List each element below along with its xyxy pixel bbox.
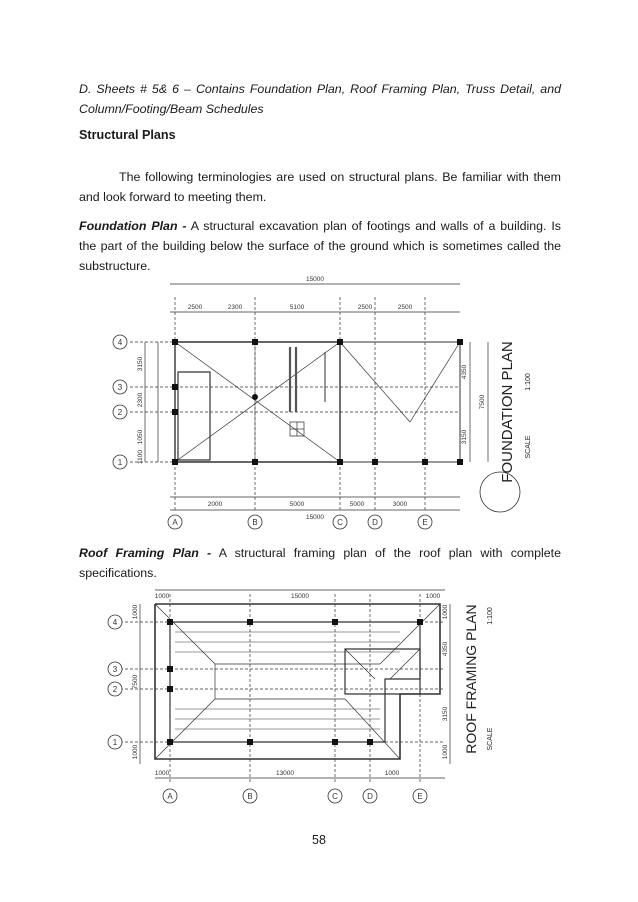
foundation-plan-title: FOUNDATION PLAN [499, 341, 516, 483]
foundation-dim-right: 3150 [461, 429, 468, 445]
grid-row-label: 3 [112, 665, 118, 674]
foundation-dim-left: 2300 [137, 392, 144, 408]
grid-row-label: 2 [117, 408, 123, 417]
roof-plan-title: ROOF FRAMING PLAN [463, 604, 479, 754]
page-number: 58 [312, 833, 326, 847]
foundation-dim-right: 7500 [479, 394, 486, 410]
foundation-dim-left: 1050 [137, 429, 144, 445]
foundation-dim-top: 5100 [289, 304, 305, 311]
foundation-dim-bottom: 2000 [207, 501, 223, 508]
foundation-dim-total-top: 15000 [305, 276, 325, 283]
roof-scale-value: 1:100 [487, 607, 494, 625]
roof-dim-bottom: 1000 [384, 770, 400, 777]
grid-row-label: 1 [112, 738, 118, 747]
roof-scale-label: SCALE [487, 727, 494, 751]
roof-dim-right: 4350 [442, 641, 449, 657]
grid-row-label: 4 [112, 618, 118, 627]
foundation-definition-text: A structural excavation plan of footings and walls of a building. Is the part of the building below the surface of the ground which is sometimes called the substructure. [79, 219, 561, 273]
grid-row-label: 4 [117, 338, 123, 347]
roof-term: Roof Framing Plan - [79, 546, 212, 560]
foundation-dim-top: 2300 [227, 304, 243, 311]
roof-dim-bottom: 1000 [154, 770, 170, 777]
roof-dim-right: 3150 [442, 706, 449, 722]
grid-col-label: D [367, 792, 373, 801]
roof-dim-top: 15000 [290, 593, 310, 600]
grid-col-label: A [172, 518, 178, 527]
roof-dim-left: 1000 [132, 744, 139, 760]
foundation-term: Foundation Plan - [79, 219, 187, 233]
grid-row-label: 2 [112, 685, 118, 694]
grid-row-label: 1 [117, 458, 123, 467]
grid-col-label: A [167, 792, 173, 801]
grid-col-label: B [252, 518, 258, 527]
roof-framing-plan-drawing [100, 584, 520, 810]
grid-col-label: D [372, 518, 378, 527]
foundation-dim-top: 2500 [397, 304, 413, 311]
roof-dim-left: 1000 [132, 604, 139, 620]
roof-dim-bottom: 13000 [275, 770, 295, 777]
section-title: Structural Plans [79, 128, 176, 142]
intro-paragraph: The following terminologies are used on structural plans. Be familiar with them and look forward to meeting them. [79, 170, 561, 204]
roof-definition [79, 543, 561, 583]
roof-definition-text: A structural framing plan of the roof plan with complete specifications. [79, 546, 562, 580]
foundation-scale-value: 1:100 [525, 373, 532, 391]
foundation-dim-right: 4350 [461, 364, 468, 380]
roof-dim-top: 1000 [425, 593, 441, 600]
grid-col-label: C [337, 518, 343, 527]
foundation-dim-left: 1100 [137, 450, 144, 464]
sheet-description: D. Sheets # 5& 6 – Contains Foundation Plan, Roof Framing Plan, Truss Detail, and Column/Footing/Beam Schedules [79, 82, 561, 116]
roof-dim-right: 1000 [442, 604, 449, 620]
grid-col-label: E [417, 792, 423, 801]
foundation-plan-drawing [100, 272, 540, 534]
foundation-dim-left: 3150 [137, 356, 144, 372]
roof-dim-top: 1000 [154, 593, 170, 600]
foundation-dim-top: 2500 [357, 304, 373, 311]
roof-dim-right: 1000 [442, 744, 449, 760]
foundation-dim-bottom: 3000 [392, 501, 408, 508]
foundation-scale-label: SCALE [525, 435, 532, 459]
foundation-dim-bottom: 5000 [289, 501, 305, 508]
foundation-definition [79, 216, 561, 276]
grid-col-label: B [247, 792, 253, 801]
grid-col-label: E [422, 518, 428, 527]
roof-dim-left: 7500 [132, 674, 139, 690]
foundation-dim-top: 2500 [187, 304, 203, 311]
grid-row-label: 3 [117, 383, 123, 392]
grid-col-label: C [332, 792, 338, 801]
foundation-dim-bottom: 5000 [349, 501, 365, 508]
foundation-dim-total-bottom: 15000 [305, 514, 325, 521]
